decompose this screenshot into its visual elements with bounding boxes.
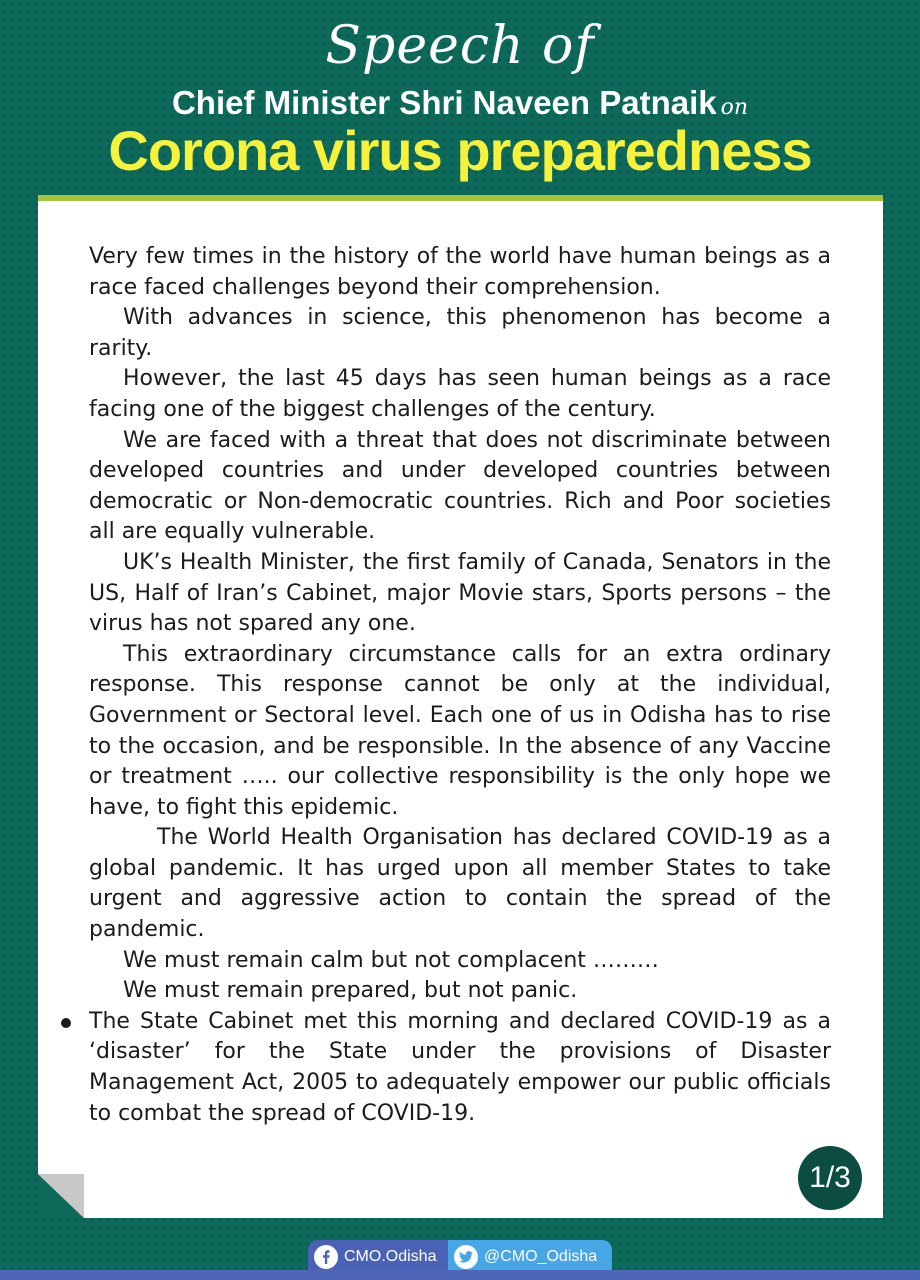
speech-text: [89, 242, 831, 1129]
footer-bar: [0, 1270, 920, 1280]
page-indicator-badge: 1/3: [798, 1146, 862, 1210]
paragraph-1: Very few times in the history of the world have human beings as a race faced challenges beyond their comprehension.: [89, 244, 831, 300]
twitter-handle[interactable]: [448, 1240, 612, 1274]
bullet-item: [89, 1007, 831, 1129]
paragraph-6: This extraordinary circumstance calls for an extra ordinary response. This response cannot be only at the individual, Government or Sectoral level. Each one of us in Odisha has to rise to the occasion, and be responsible. In the absence of any Vaccine or treatment ….. our collective responsibility is the only hope we have, to fight this epidemic.: [89, 641, 831, 820]
twitter-icon: [454, 1245, 478, 1269]
paragraph-7: The World Health Organisation has declared COVID-19 as a global pandemic. It has urged upon all member States to take urgent and aggressive action to contain the spread of the pandemic.: [89, 825, 831, 943]
paragraph-3: However, the last 45 days has seen human beings as a race facing one of the biggest challenges of the century.: [89, 366, 831, 422]
paragraph-8: We must remain calm but not complacent ………: [123, 947, 659, 973]
bullet-dot-icon: [61, 1018, 71, 1028]
facebook-handle[interactable]: [308, 1240, 448, 1274]
twitter-label: @CMO_Odisha: [484, 1248, 598, 1265]
paragraph-4: We are faced with a threat that does not discriminate between developed countries and under developed countries between democratic or Non-democratic countries. Rich and Poor societies all are equally vulnerable.: [89, 427, 831, 545]
facebook-icon: [314, 1245, 338, 1269]
paragraph-9: We must remain prepared, but not panic.: [123, 978, 578, 1004]
on-word: on: [720, 95, 749, 120]
facebook-label: CMO.Odisha: [344, 1248, 437, 1265]
speech-paper: [38, 195, 883, 1218]
speaker-name: Chief Minister Shri Naveen Patnaik: [171, 84, 717, 121]
paragraph-5: UK’s Health Minister, the first family of Canada, Senators in the US, Half of Iran’s Cabinet, major Movie stars, Sports persons – the virus has not spared any one.: [89, 549, 831, 637]
speech-of-heading: Speech of: [325, 16, 595, 76]
page-title: Corona virus preparedness: [108, 119, 812, 182]
header: [0, 0, 920, 195]
paragraph-2: With advances in science, this phenomenon has become a rarity.: [89, 305, 831, 361]
bullet-text: The State Cabinet met this morning and declared COVID-19 as a ‘disaster’ for the State under the provisions of Disaster Management Act, 2005 to adequately empower our public officials to combat the spread of COVID-19.: [89, 1008, 831, 1126]
